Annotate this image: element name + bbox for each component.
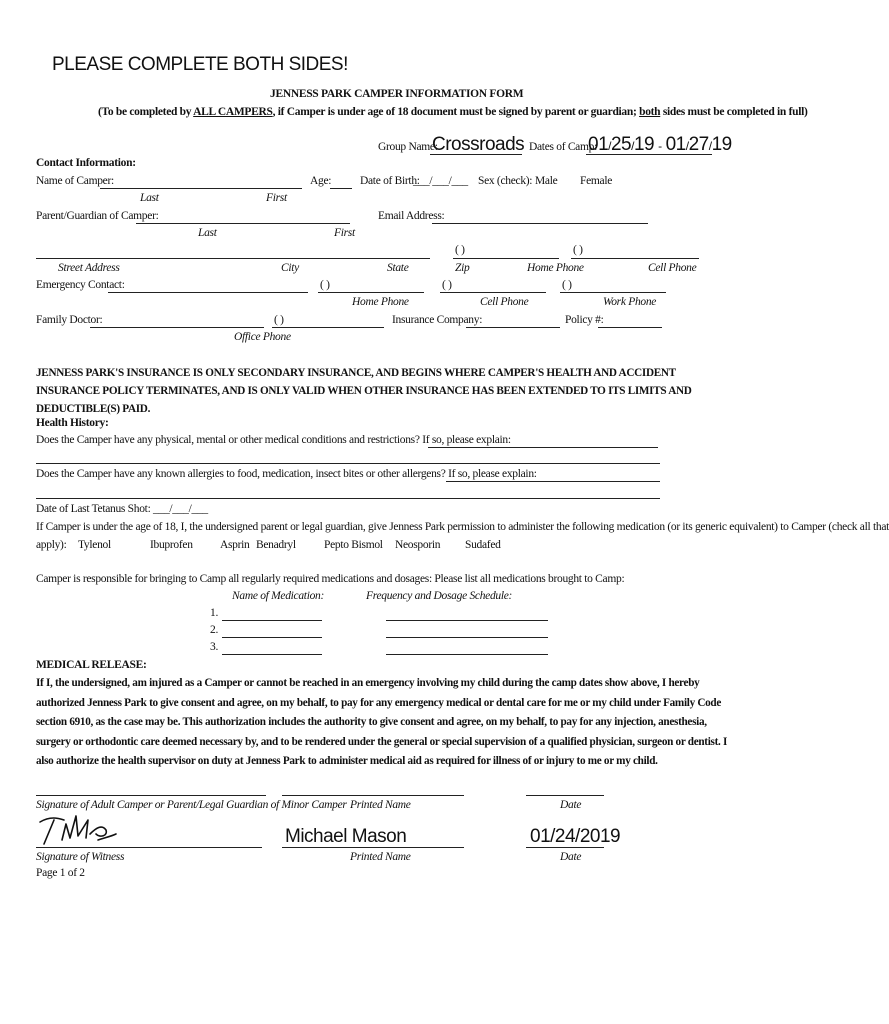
emergency-work-phone-field[interactable]: [560, 292, 666, 293]
med-option-asprin[interactable]: Asprin: [220, 539, 250, 551]
emergency-cell-parens: ( ): [442, 279, 452, 291]
parent-guardian-label: Parent/Guardian of Camper:: [36, 210, 159, 222]
allergies-field-1[interactable]: [446, 481, 660, 482]
group-name-value[interactable]: Crossroads: [432, 134, 525, 155]
start-year: 19: [633, 134, 655, 155]
insurance-company-field[interactable]: [466, 327, 560, 328]
subtitle-pre: (To be completed by: [98, 106, 194, 118]
health-history-heading: Health History:: [36, 417, 109, 429]
slash: /: [685, 139, 689, 153]
form-subtitle: [98, 106, 808, 118]
address-field[interactable]: [36, 258, 430, 259]
end-month: 01: [665, 134, 686, 155]
witness-date-value[interactable]: 01/24/2019: [530, 826, 621, 847]
emergency-contact-label: Emergency Contact:: [36, 279, 125, 291]
camper-name-label: Name of Camper:: [36, 175, 114, 187]
witness-date-caption: Date: [560, 851, 582, 863]
adult-printed-name-field[interactable]: [282, 795, 464, 796]
age-label: Age:: [310, 175, 332, 187]
med-option-ibuprofen[interactable]: Ibuprofen: [150, 539, 193, 551]
medication-schedule-1[interactable]: [386, 620, 548, 621]
camper-name-field[interactable]: [100, 188, 302, 189]
sex-female-option[interactable]: Female: [580, 175, 613, 187]
med-option-tylenol[interactable]: Tylenol: [78, 539, 111, 551]
emergency-cell-phone-caption: Cell Phone: [480, 296, 529, 308]
slash: /: [631, 139, 634, 153]
frequency-dosage-header: Frequency and Dosage Schedule:: [366, 590, 513, 602]
complete-both-sides-stamp: PLEASE COMPLETE BOTH SIDES!: [52, 54, 348, 75]
parent-first-caption: First: [334, 227, 355, 239]
insurance-notice: JENNESS PARK'S INSURANCE IS ONLY SECONDARY INSURANCE, AND BEGINS WHERE CAMPER'S HEALTH AND ACCIDENT INSURANCE POLICY TERMINATES, AND IS ONLY VALID WHEN OTHER INSURANCE HAS BEEN EXTENDED TO ITS LIMITS AND DEDUCTIBLE(S) PAID.: [36, 367, 692, 415]
policy-label: Policy #:: [565, 314, 604, 326]
adult-signature-caption: Signature of Adult Camper or Parent/Legal Guardian of Minor Camper: [36, 799, 347, 811]
start-month: 01: [588, 134, 609, 155]
medical-conditions-field-2[interactable]: [36, 463, 660, 464]
medication-name-3[interactable]: [222, 654, 322, 655]
home-phone-field[interactable]: [453, 258, 559, 259]
insurance-company-label: Insurance Company:: [392, 314, 483, 326]
home-phone-caption: Home Phone: [527, 262, 584, 274]
city-caption: City: [281, 262, 299, 274]
adult-signature-field[interactable]: [36, 795, 266, 796]
emergency-home-phone-field[interactable]: [318, 292, 424, 293]
name-of-medication-header: Name of Medication:: [232, 590, 325, 602]
medication-name-1[interactable]: [222, 620, 322, 621]
apply-label: apply):: [36, 539, 67, 551]
witness-printed-name-caption: Printed Name: [350, 851, 411, 863]
dob-field[interactable]: ___/___/___: [413, 175, 468, 187]
med-option-sudafed[interactable]: Sudafed: [465, 539, 501, 551]
home-phone-parens: ( ): [455, 244, 465, 256]
page-number: Page 1 of 2: [36, 867, 85, 879]
office-phone-parens: ( ): [274, 314, 284, 326]
medication-schedule-3[interactable]: [386, 654, 548, 655]
cell-phone-field[interactable]: [571, 258, 699, 259]
zip-caption: Zip: [455, 262, 470, 274]
adult-date-field[interactable]: [526, 795, 604, 796]
dates-of-camp-value[interactable]: [588, 134, 732, 156]
subtitle-mid: , if Camper is under age of 18 document must be signed by parent or guardian;: [272, 106, 640, 118]
emergency-work-phone-caption: Work Phone: [603, 296, 657, 308]
emergency-work-parens: ( ): [562, 279, 572, 291]
office-phone-caption: Office Phone: [234, 331, 291, 343]
parent-guardian-field[interactable]: [136, 223, 350, 224]
witness-signature-scribble: [36, 810, 120, 850]
group-name-label: Group Name:: [378, 141, 438, 153]
witness-signature-field[interactable]: [36, 847, 262, 848]
email-label: Email Address:: [378, 210, 445, 222]
witness-signature-caption: Signature of Witness: [36, 851, 125, 863]
allergies-field-2[interactable]: [36, 498, 660, 499]
cell-phone-parens: ( ): [573, 244, 583, 256]
contact-info-heading: Contact Information:: [36, 157, 136, 169]
family-doctor-field[interactable]: [90, 327, 264, 328]
email-field[interactable]: [432, 223, 648, 224]
subtitle-both: both: [639, 106, 661, 118]
subtitle-post: sides must be completed in full): [660, 106, 808, 118]
medication-number-1: 1.: [210, 607, 219, 619]
medication-name-2[interactable]: [222, 637, 322, 638]
medical-release-heading: MEDICAL RELEASE:: [36, 659, 147, 671]
medications-responsibility-text: Camper is responsible for bringing to Camp all regularly required medications and dosages: Please list all medications brought to Camp:: [36, 573, 625, 585]
allergies-question: Does the Camper have any known allergies to food, medication, insect bites or other allergens? If so, please explain:: [36, 468, 537, 480]
family-doctor-label: Family Doctor:: [36, 314, 103, 326]
subtitle-all-campers: ALL CAMPERS: [193, 106, 273, 118]
form-title: JENNESS PARK CAMPER INFORMATION FORM: [270, 88, 524, 100]
emergency-home-parens: ( ): [320, 279, 330, 291]
age-field[interactable]: [330, 188, 352, 189]
medical-conditions-question: Does the Camper have any physical, mental or other medical conditions and restrictions? If so, please explain:: [36, 434, 511, 446]
policy-field[interactable]: [598, 327, 662, 328]
camper-last-caption: Last: [140, 192, 159, 204]
adult-date-caption: Date: [560, 799, 582, 811]
slash: /: [608, 139, 611, 153]
medical-release-text: If I, the undersigned, am injured as a Camper or cannot be reached in an emergency involving my child during the camp dates show above, I hereby authorized Jenness Park to give consent and agree, on my behalf, to pay for any emergency medical or dental care for me or my child under Family Code section 6910, as the case may be. This authorization includes the authority to give consent and agree, on my behalf, to pay for any injection, anesthesia, surgery or orthodontic care deemed necessary by, and to be rendered under the general or special supervision of a qualified physician, surgeon or dentist. I also authorize the health supervisor on duty at Jenness Park to administer medical aid as required for illness of or injury to me or my child.: [36, 677, 728, 767]
medication-permission-text: If Camper is under the age of 18, I, the undersigned parent or legal guardian, give Jenness Park permission to administer the following medication (or its generic equivalent) to Camper (check all that: [36, 521, 889, 533]
medication-number-3: 3.: [210, 641, 219, 653]
med-option-benadryl[interactable]: Benadryl: [256, 539, 296, 551]
adult-printed-name-caption: Printed Name: [350, 799, 411, 811]
dates-of-camp-label: Dates of Camp:: [529, 141, 597, 153]
end-day: 27: [688, 134, 709, 155]
cell-phone-caption: Cell Phone: [648, 262, 697, 274]
emergency-cell-phone-field[interactable]: [440, 292, 546, 293]
start-day: 25: [610, 134, 632, 155]
emergency-contact-field[interactable]: [108, 292, 308, 293]
office-phone-field[interactable]: [272, 327, 384, 328]
medication-number-2: 2.: [210, 624, 219, 636]
sex-male-option[interactable]: Male: [535, 175, 558, 187]
dob-label: Date of Birth:: [360, 175, 420, 187]
med-option-pepto-bismol[interactable]: Pepto Bismol: [324, 539, 383, 551]
state-caption: State: [387, 262, 409, 274]
end-year: 19: [711, 134, 732, 155]
med-option-neosporin[interactable]: Neosporin: [395, 539, 441, 551]
date-dash: -: [658, 139, 662, 153]
witness-printed-name-value[interactable]: Michael Mason: [285, 826, 407, 847]
emergency-home-phone-caption: Home Phone: [352, 296, 409, 308]
street-address-caption: Street Address: [58, 262, 120, 274]
medication-schedule-2[interactable]: [386, 637, 548, 638]
camper-first-caption: First: [266, 192, 287, 204]
slash: /: [708, 139, 712, 153]
tetanus-shot-field[interactable]: Date of Last Tetanus Shot: ___/___/___: [36, 503, 208, 515]
sex-label: Sex (check):: [478, 175, 533, 187]
medical-conditions-field-1[interactable]: [428, 447, 658, 448]
parent-last-caption: Last: [198, 227, 217, 239]
